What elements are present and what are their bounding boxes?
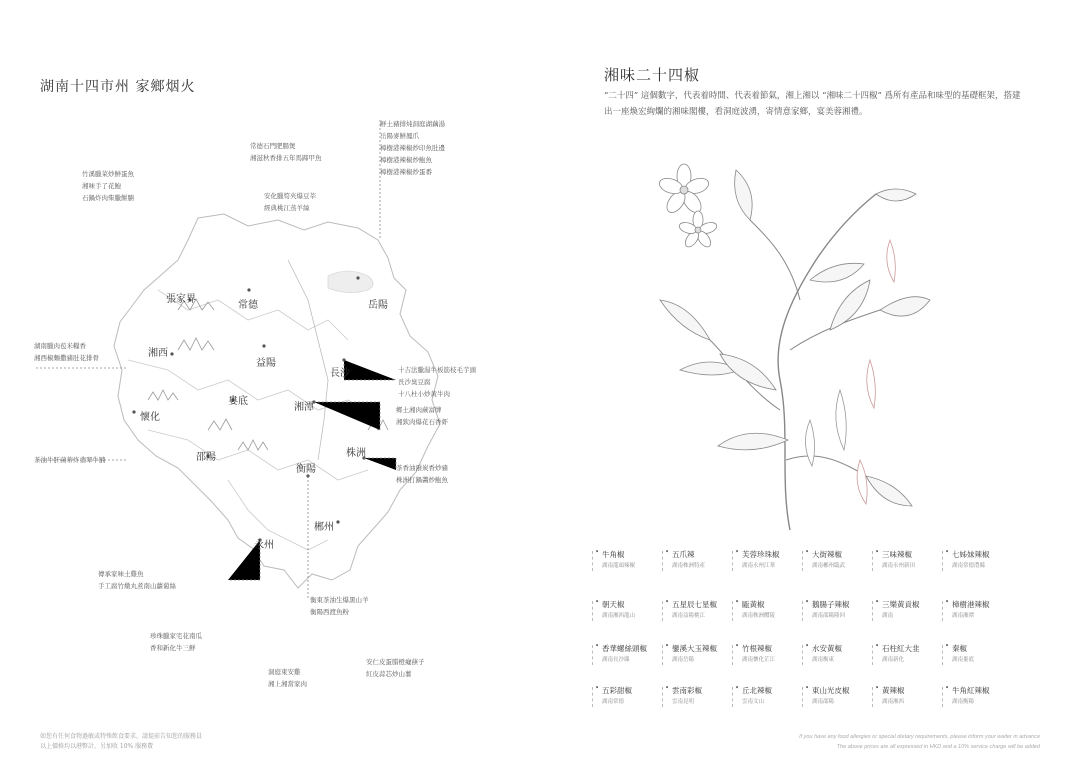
pepper-origin: 湖南邵陽	[812, 699, 835, 705]
city-label: 衡陽	[296, 464, 316, 475]
pepper-name: 三味辣椒	[882, 550, 912, 559]
dish-line: 株洲打鍋醬炒鮑魚	[396, 476, 448, 484]
dish-line: 湘味手了花鮑	[82, 182, 121, 190]
pepper-origin: 湖南永州江華	[742, 563, 776, 569]
pepper-origin: 湖南永州新田	[882, 563, 916, 569]
pepper-origin: 雲南文山	[742, 699, 765, 705]
pepper-name: 五星辰七星椒	[672, 600, 717, 609]
pepper-item: • 水安黃椒 湖南衡東	[802, 642, 868, 672]
pepper-item: • 黃辣椒 湖南湘西	[872, 684, 938, 714]
pepper-name: 香華螺絲頭椒	[602, 644, 647, 653]
city-label: 湘西	[148, 348, 168, 359]
intro-paragraph: “二十四” 這個數字，代表着時間、代表着節氣，湘上湘以 “湘味二十四椒” 爲所有產品和味型的基礎框架，搭建出一座煥宏絢爛的湘味閣樓，看洞庭波湧，寄情意家鄉，宴美蓉湘禮。	[604, 91, 1021, 117]
city-label: 懷化	[140, 412, 160, 423]
dish-line: 竹溪臘菜炒鮮蛋魚	[82, 170, 134, 178]
pepper-item: • 朝天椒 湖南湘西龍山	[592, 598, 658, 628]
dish-list-zhangjiajie	[82, 168, 134, 204]
dish-line: 湖南臘肉苞米糧香	[34, 342, 86, 350]
dish-list-xiangxi	[34, 340, 99, 364]
pepper-name: 丘北辣椒	[742, 686, 772, 695]
pepper-name: 五爪辣	[672, 550, 695, 559]
pepper-name: 石柱紅大韭	[882, 644, 920, 653]
pepper-item: • 三味辣椒 湖南永州新田	[872, 548, 938, 578]
pepper-name: 雲南彩椒	[672, 686, 702, 695]
pepper-item: • 三樂黃貢椒 湖南	[872, 598, 938, 628]
dish-line: 湘上湘當家肉	[268, 680, 307, 688]
pepper-item: • 丘北辣椒 雲南文山	[732, 684, 798, 714]
right-footer-note	[799, 732, 1040, 752]
dish-line: 常德石門肥腸煲	[250, 142, 296, 150]
pepper-origin: 湖南郴州臨武	[812, 563, 846, 569]
pepper-item: • 七姊妹辣椒 湖南常德澧縣	[942, 548, 1008, 578]
pepper-name: 芙蓉珍珠椒	[742, 550, 780, 559]
pepper-name: 鵝腸子辣椒	[812, 600, 850, 609]
pepper-origin: 湖南湘西	[882, 699, 905, 705]
pepper-page-title: 湘味二十四椒	[604, 66, 701, 84]
dish-list-huaihua	[34, 454, 106, 466]
pepper-item: • 石柱紅大韭 湖南新化	[872, 642, 938, 672]
pepper-origin: 湖南常德	[602, 699, 625, 705]
dish-list-yiyang	[264, 190, 316, 214]
dish-line: 鮮土豬排炖洞庭湖藕湯	[380, 120, 445, 128]
pepper-origin: 雲南昆明	[672, 699, 695, 705]
dish-line: 十八杜小炒黃牛肉	[398, 390, 450, 398]
pepper-item: • 鑾溪大玉辣椒 湖南岳陽	[662, 642, 728, 672]
footer-line: 以上價格均以港幣計，另加收 10% 服務費	[40, 743, 154, 750]
pepper-item: • 牛角紅辣椒 湖南衡陽	[942, 684, 1008, 714]
pepper-origin: 湖南衡陽	[952, 699, 975, 705]
pepper-name: 朝天椒	[602, 600, 625, 609]
dish-list-yueyang	[380, 118, 445, 178]
pepper-item: • 甌黃椒 湖南株洲醴陵	[732, 598, 798, 628]
dish-line: 香和新化牛三鮮	[150, 644, 196, 652]
city-label: 湘潭	[294, 402, 314, 413]
pepper-item: • 五彩甜椒 湖南常德	[592, 684, 658, 714]
dish-list-zhuzhou	[396, 462, 448, 486]
dish-line: 湘西椒麵撒豬肚花排骨	[34, 354, 99, 362]
dish-list-chenzhou	[366, 656, 425, 680]
pepper-origin: 湖南湘西龍山	[602, 613, 636, 619]
pepper-item: • 大街辣椒 湖南郴州臨武	[802, 548, 868, 578]
pepper-item: • 五爪辣 湖南株洲特產	[662, 548, 728, 578]
pepper-origin: 湖南	[882, 613, 894, 619]
pepper-name: 東山光皮椒	[812, 686, 850, 695]
dish-line: 安仁皮蛋腊橙癡蕻子	[366, 658, 425, 666]
pepper-origin: 湖南龍頭辣椒	[602, 563, 636, 569]
dish-line: 珍珠臘家宅花南瓜	[150, 632, 202, 640]
dish-line: 安化臘筍夾爆豆莘	[264, 192, 316, 200]
pepper-item: • 雲南彩椒 雲南昆明	[662, 684, 728, 714]
dish-line: 傳承家味土雞魚	[98, 570, 144, 578]
pepper-name: 甌黃椒	[742, 600, 765, 609]
pepper-origin: 湖南懷化芷江	[742, 657, 776, 663]
pepper-origin: 湖南常德澧縣	[952, 563, 986, 569]
pepper-name: 牛角椒	[602, 550, 625, 559]
dish-line: 湘欽肉爆花石香虾	[396, 418, 448, 426]
pepper-origin: 湖南新化	[882, 657, 905, 663]
map-page-title: 湖南十四市州 家鄉烟火	[40, 79, 196, 95]
dish-line: 石鍋炸肉柴臘餅腩	[82, 194, 134, 202]
pepper-item: • 五星辰七星椒 湖南益陽桃江	[662, 598, 728, 628]
dish-line: 茶香油潑炭香炒豬	[396, 464, 448, 472]
dish-line: 鄉土湘肉蕨富牌	[396, 406, 442, 414]
dish-line: 衡陽西渡魚粉	[310, 608, 349, 616]
pepper-name: 秦椒	[952, 644, 967, 653]
city-label: 婁底	[228, 396, 248, 407]
city-label: 常德	[238, 300, 258, 311]
pepper-item: • 秦椒 湖南婁底	[942, 642, 1008, 672]
pepper-origin: 湖南益陽桃江	[672, 613, 706, 619]
city-label: 益陽	[256, 358, 276, 369]
dish-line: 紅皮蒜芯炒山薯	[366, 670, 412, 678]
dish-line: 衡東茶油生爆黑山羊	[310, 596, 369, 604]
pepper-item: • 東山光皮椒 湖南邵陽	[802, 684, 868, 714]
pepper-item: • 樟樹港辣椒 湖南湘潭	[942, 598, 1008, 628]
pepper-name: 五彩甜椒	[602, 686, 632, 695]
dish-line: 十吉法臘湯牛板筋枝毛芋頭	[398, 366, 476, 374]
city-label: 長沙	[330, 368, 350, 379]
city-label: 邵陽	[196, 452, 216, 463]
pepper-name: 水安黃椒	[812, 644, 842, 653]
pepper-item: • 芙蓉珍珠椒 湖南永州江華	[732, 548, 798, 578]
pepper-origin: 湖南株洲醴陵	[742, 613, 776, 619]
footer-line: 如您有任何食物過敏或特殊飲食要求，請提前告知您的服務員	[40, 733, 203, 740]
pepper-origin: 湖南婁底	[952, 657, 975, 663]
dish-line: 樟樹港辣椒炒蛋番	[380, 168, 432, 176]
pepper-item: • 鵝腸子辣椒 湖南邵陽隆回	[802, 598, 868, 628]
dish-line: 樟樹港辣椒炒鮑魚	[380, 156, 432, 164]
pepper-origin: 湖南湘潭	[952, 613, 975, 619]
city-label: 株洲	[346, 448, 366, 459]
dish-line: 長沙臭豆腐	[398, 378, 431, 386]
pepper-origin: 湖南邵陽隆回	[812, 613, 846, 619]
left-footer-note	[40, 732, 202, 752]
pepper-item: • 牛角椒 湖南龍頭辣椒	[592, 548, 658, 578]
city-label: 岳陽	[368, 300, 388, 311]
dish-list-xiangtan	[396, 404, 448, 428]
dish-line: 經典桃江蒸羊絲	[264, 204, 310, 212]
dish-line: 洞庭東安雞	[268, 668, 301, 676]
pepper-name: 三樂黃貢椒	[882, 600, 920, 609]
pepper-name: 七姊妹辣椒	[952, 550, 990, 559]
pepper-name: 黃辣椒	[882, 686, 905, 695]
dish-list-yongzhou	[268, 666, 307, 690]
city-label: 張家界	[166, 294, 196, 305]
dish-list-shaoyang	[98, 568, 176, 592]
pepper-name: 樟樹港辣椒	[952, 600, 990, 609]
dish-list-changsha	[398, 364, 476, 400]
dish-line: 湘滋秋香排五年馬蹄甲魚	[250, 154, 322, 162]
dish-line: 手工腐竹燉丸煮南山蘿蔔絲	[98, 582, 176, 590]
pepper-origin: 湖南岳陽	[672, 657, 695, 663]
pepper-name: 牛角紅辣椒	[952, 686, 990, 695]
dish-list-changde	[250, 140, 322, 164]
footer-line: The above prices are all expressed in HKD and a 10% service charge will be added	[836, 744, 1040, 750]
chili-plant-illustration	[640, 160, 940, 540]
dish-list-loudi	[150, 630, 202, 654]
footer-line: If you have any food allergies or special dietary requirements, please inform your waiter in advance	[799, 734, 1040, 740]
pepper-item: • 竹根辣椒 湖南懷化芷江	[732, 642, 798, 672]
city-label: 永州	[254, 540, 274, 551]
pepper-name: 竹根辣椒	[742, 644, 772, 653]
dish-line: 樟樹港辣椒炒印魚肚邊	[380, 144, 445, 152]
pepper-origin: 湖南株洲特產	[672, 563, 706, 569]
dish-line: 茶油牛肝菌蒂炸翡翠牛腩	[34, 456, 106, 464]
dish-list-hengyang	[310, 594, 369, 618]
pepper-origin: 湖南長沙縣	[602, 657, 630, 663]
pepper-name: 鑾溪大玉辣椒	[672, 644, 717, 653]
pepper-name: 大街辣椒	[812, 550, 842, 559]
dish-line: 岳陽麥鮮鳳爪	[380, 132, 419, 140]
pepper-item: • 香華螺絲頭椒 湖南長沙縣	[592, 642, 658, 672]
pepper-origin: 湖南衡東	[812, 657, 835, 663]
city-label: 郴州	[314, 522, 334, 533]
